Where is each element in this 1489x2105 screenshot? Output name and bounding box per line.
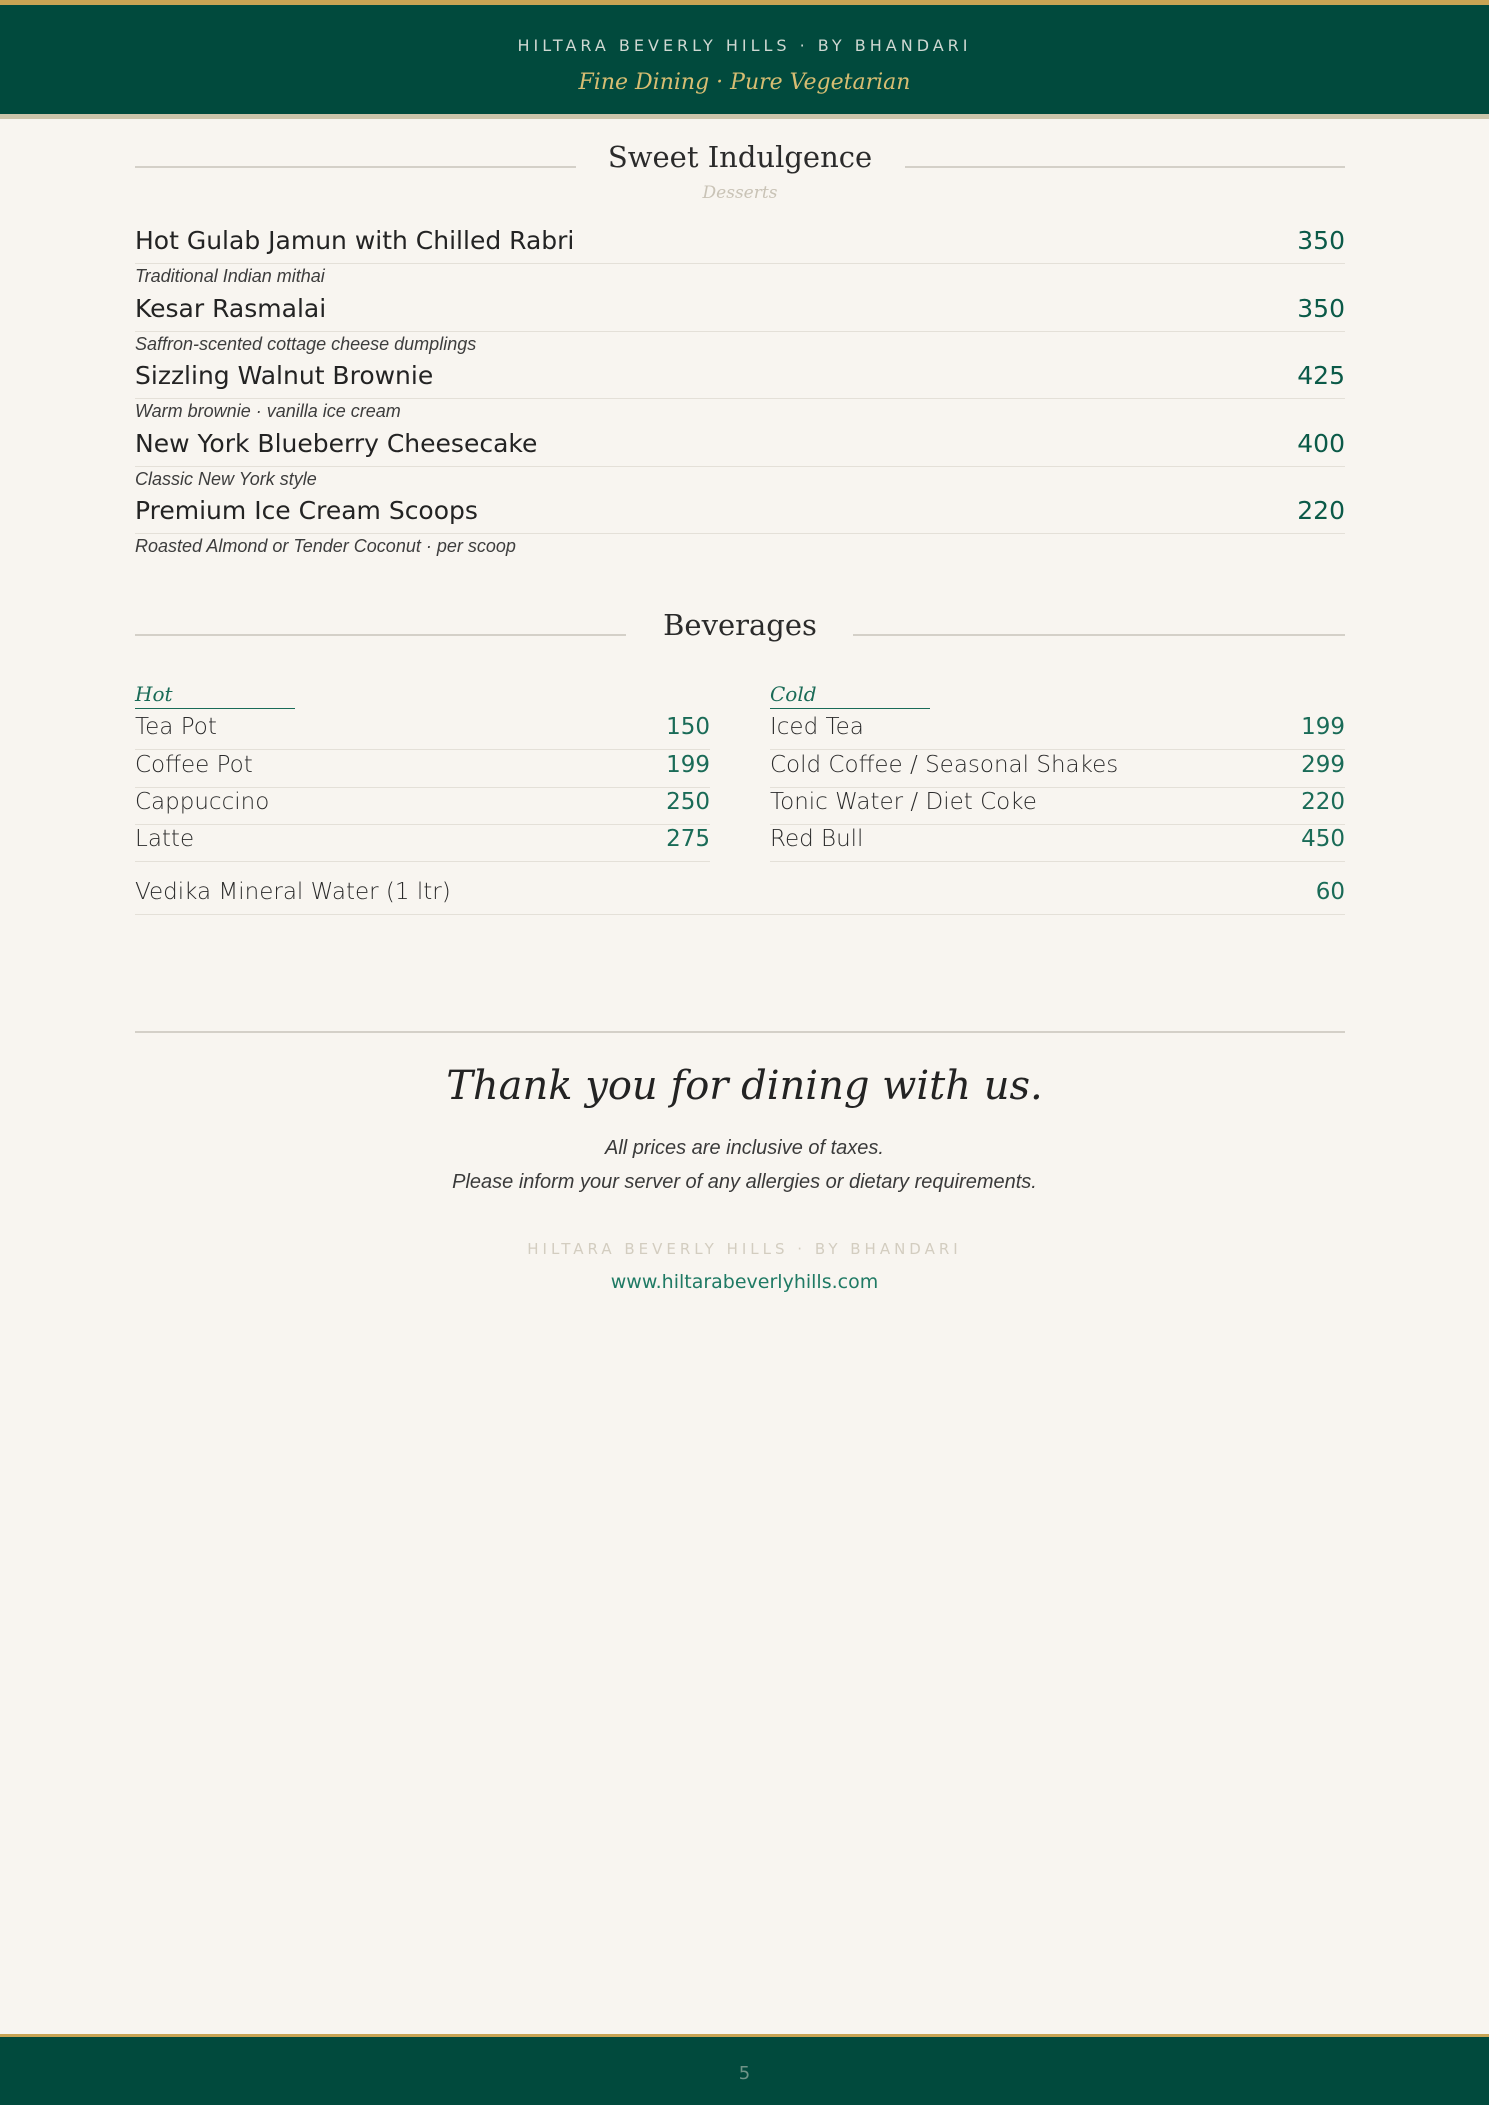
- beverage-row: [770, 712, 1345, 750]
- item-divider: [135, 331, 1345, 332]
- item-price: 220: [1297, 496, 1345, 525]
- item-name: Sizzling Walnut Brownie: [135, 361, 434, 390]
- beverage-row: [770, 824, 1345, 862]
- tax-note: All prices are inclusive of taxes.: [604, 1137, 884, 1159]
- beverage-name: Tonic Water / Diet Coke: [770, 789, 1037, 815]
- item-description: Saffron-scented cottage cheese dumplings: [135, 334, 477, 354]
- beverage-name: Cappuccino: [135, 789, 270, 815]
- website-link[interactable]: www.hiltarabeverlyhills.com: [610, 1271, 879, 1293]
- footer-brand: HILTARA BEVERLY HILLS · BY BHANDARI: [527, 1240, 962, 1258]
- beverage-name: Vedika Mineral Water (1 ltr): [135, 879, 451, 905]
- beverage-row: [135, 824, 710, 862]
- beverage-price: 199: [1301, 714, 1345, 740]
- brand-name: HILTARA BEVERLY HILLS · BY BHANDARI: [517, 36, 972, 55]
- beverage-name: Iced Tea: [770, 714, 864, 740]
- beverage-name: Tea Pot: [135, 714, 217, 740]
- footer-divider: [135, 1031, 1345, 1033]
- item-divider: [135, 466, 1345, 467]
- beverage-price: 60: [1315, 879, 1345, 905]
- item-description: Traditional Indian mithai: [135, 266, 325, 286]
- beverage-name: Cold Coffee / Seasonal Shakes: [770, 752, 1119, 778]
- section-title: Sweet Indulgence: [607, 140, 873, 174]
- section-subtitle: Desserts: [702, 183, 778, 203]
- section-title: Beverages: [663, 608, 817, 642]
- item-divider: [135, 533, 1345, 534]
- thank-you-message: Thank you for dining with us.: [446, 1063, 1043, 1109]
- beverage-row: [135, 787, 710, 825]
- item-price: 350: [1297, 294, 1345, 323]
- item-name: Premium Ice Cream Scoops: [135, 496, 478, 525]
- beverage-row: [770, 787, 1345, 825]
- item-divider: [135, 398, 1345, 399]
- item-name: Kesar Rasmalai: [135, 294, 327, 323]
- hot-column-heading: Hot: [135, 682, 295, 709]
- beverage-price: 220: [1301, 789, 1345, 815]
- beverage-price: 450: [1301, 826, 1345, 852]
- beverage-price: 250: [666, 789, 710, 815]
- item-price: 400: [1297, 429, 1345, 458]
- beverage-row: [135, 712, 710, 750]
- item-description: Classic New York style: [135, 469, 317, 489]
- page-number: 5: [738, 2063, 751, 2084]
- item-name: Hot Gulab Jamun with Chilled Rabri: [135, 226, 575, 255]
- beverage-price: 150: [666, 714, 710, 740]
- beverages-section-header: [135, 608, 1345, 648]
- item-price: 425: [1297, 361, 1345, 390]
- item-description: Roasted Almond or Tender Coconut · per scoop: [135, 536, 516, 556]
- beverage-name: Red Bull: [770, 826, 864, 852]
- item-price: 350: [1297, 226, 1345, 255]
- header-divider: [0, 114, 1489, 119]
- desserts-section-header: [135, 140, 1345, 180]
- beverage-row: [135, 750, 710, 788]
- item-divider: [135, 263, 1345, 264]
- beverage-name: Latte: [135, 826, 195, 852]
- tagline: Fine Dining · Pure Vegetarian: [578, 70, 911, 95]
- water-row: [135, 877, 1345, 915]
- item-description: Warm brownie · vanilla ice cream: [135, 401, 401, 421]
- beverage-price: 275: [666, 826, 710, 852]
- beverage-price: 299: [1301, 752, 1345, 778]
- item-name: New York Blueberry Cheesecake: [135, 429, 538, 458]
- beverage-name: Coffee Pot: [135, 752, 253, 778]
- beverage-price: 199: [666, 752, 710, 778]
- header-bar: [0, 0, 1489, 114]
- cold-column-heading: Cold: [770, 682, 930, 709]
- allergy-note: Please inform your server of any allergies or dietary requirements.: [452, 1171, 1037, 1193]
- beverage-row: [770, 750, 1345, 788]
